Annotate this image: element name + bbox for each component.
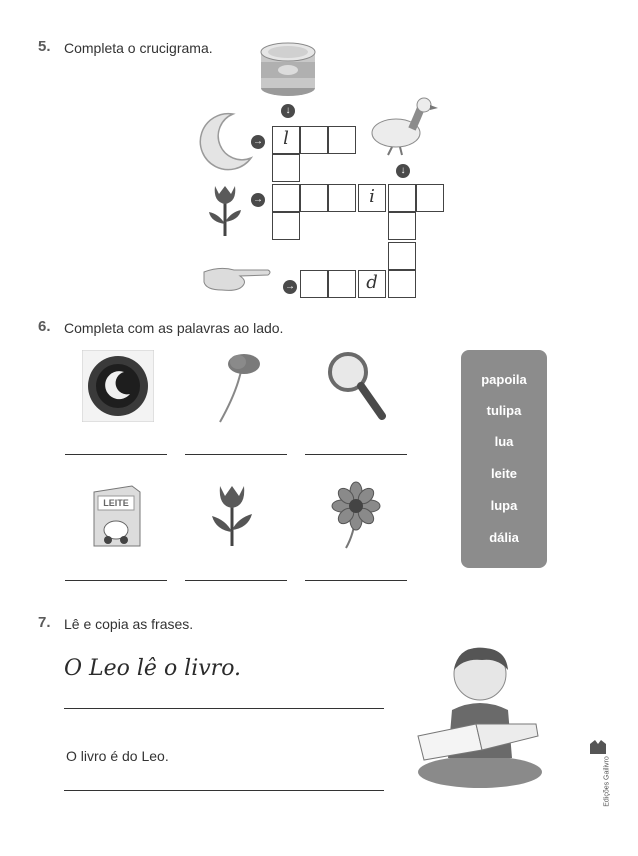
crossword-cell[interactable] (416, 184, 444, 212)
exercise-5-instruction: Completa o crucigrama. (64, 40, 213, 56)
cell-letter: i (369, 186, 375, 207)
magnifying-glass-icon (326, 350, 388, 422)
arrow-down-icon: ↓ (396, 164, 410, 178)
crossword-cell[interactable] (300, 126, 328, 154)
crossword-cell[interactable] (388, 270, 416, 298)
tulip-icon (208, 482, 256, 548)
crossword-cell[interactable] (328, 270, 356, 298)
milk-carton-icon (88, 482, 144, 548)
answer-line[interactable] (305, 454, 407, 455)
boy-reading-illustration (412, 640, 548, 790)
copy-line[interactable] (64, 708, 384, 709)
crossword-cell[interactable] (358, 184, 386, 212)
arrow-right-icon: → (285, 281, 295, 292)
crossword-cell[interactable] (388, 212, 416, 240)
word-bank (461, 350, 547, 568)
exercise-7-instruction: Lê e copia as frases. (64, 616, 194, 632)
tin-can-icon (258, 40, 318, 98)
word-bank-item: tulipa (486, 403, 522, 418)
arrow-right-icon: → (253, 136, 263, 147)
moon-icon (82, 350, 154, 422)
crossword-cell[interactable] (272, 126, 300, 154)
answer-line[interactable] (65, 454, 167, 455)
crossword-cell[interactable] (272, 184, 300, 212)
print-sentence: O livro é do Leo. (66, 748, 169, 764)
dahlia-icon (326, 480, 386, 550)
crossword-cell[interactable] (388, 184, 416, 212)
exercise-7-number: 7. (38, 614, 51, 631)
word-bank-item: leite (490, 466, 517, 481)
duck-icon (366, 95, 440, 157)
exercise-5-number: 5. (38, 38, 51, 55)
poppy-icon (214, 350, 266, 424)
arrow-down-icon: ↓ (281, 104, 295, 118)
answer-line[interactable] (65, 580, 167, 581)
crossword-cell[interactable] (300, 270, 328, 298)
word-bank-item: papoila (481, 372, 527, 387)
crossword-cell[interactable] (358, 270, 386, 298)
moon-icon (193, 110, 255, 172)
word-bank-item: lupa (490, 498, 518, 513)
cursive-sentence: O Leo lê o livro. (64, 656, 242, 681)
answer-line[interactable] (185, 454, 287, 455)
pointing-hand-icon (200, 262, 274, 294)
arrow-right-icon: → (253, 194, 263, 205)
crossword-cell[interactable] (272, 212, 300, 240)
word-bank-item: dália (489, 530, 519, 545)
copy-line[interactable] (64, 790, 384, 791)
crossword-cell[interactable] (328, 126, 356, 154)
crossword-cell[interactable] (328, 184, 356, 212)
tulip-icon (205, 182, 245, 238)
crossword-cell[interactable] (300, 184, 328, 212)
crossword-cell[interactable] (272, 154, 300, 182)
crossword-cell[interactable] (388, 242, 416, 270)
exercise-6-number: 6. (38, 318, 51, 335)
exercise-6-instruction: Completa com as palavras ao lado. (64, 320, 284, 336)
cell-letter: d (366, 272, 378, 293)
answer-line[interactable] (305, 580, 407, 581)
publisher-name: Edições Gailivro (603, 756, 611, 807)
answer-line[interactable] (185, 580, 287, 581)
cell-letter: l (283, 128, 289, 149)
milk-carton-label: LEITE (103, 498, 129, 508)
publisher-logo-icon (590, 740, 606, 754)
word-bank-item: lua (494, 434, 514, 449)
